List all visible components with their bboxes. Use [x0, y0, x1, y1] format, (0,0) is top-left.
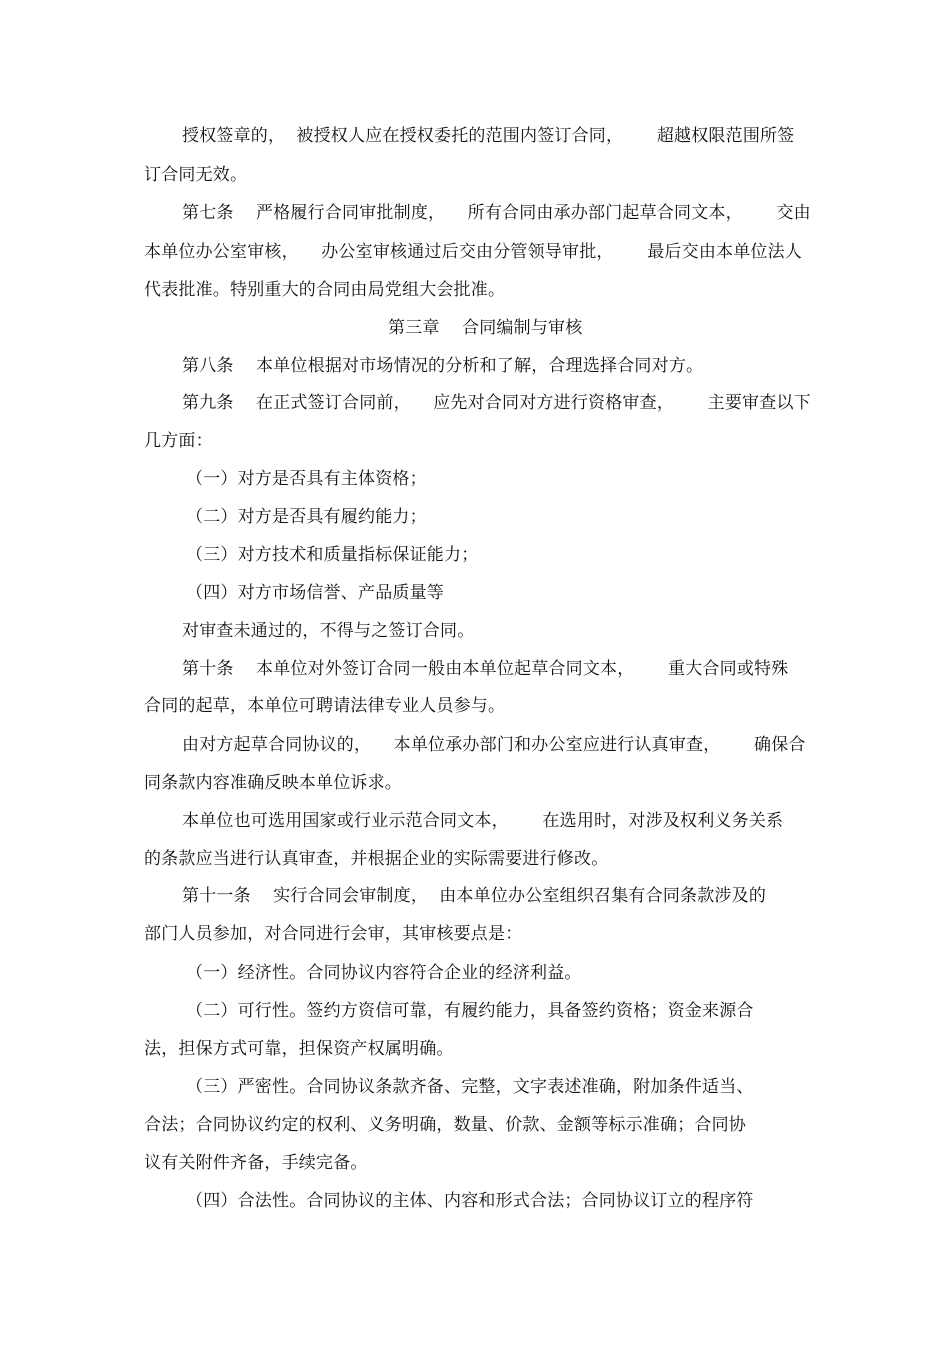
article-11: 第十一条 实行合同会审制度， 由本单位办公室组织召集有合同条款涉及的	[182, 886, 767, 906]
list-item: （一）经济性。合同协议内容符合企业的经济利益。	[186, 963, 582, 983]
article-8: 第八条 本单位根据对市场情况的分析和了解，合理选择合同对方。	[182, 356, 704, 376]
text-line: 本单位也可选用国家或行业示范合同文本， 在选用时，对涉及权利义务关系	[182, 811, 784, 831]
text-line: 本单位办公室审核， 办公室审核通过后交由分管领导审批， 最后交由本单位法人	[144, 242, 803, 262]
article-7: 第七条 严格履行合同审批制度， 所有合同由承办部门起草合同文本， 交由	[182, 203, 811, 223]
text-line: 几方面：	[144, 431, 213, 451]
text-line: 合法；合同协议约定的权利、义务明确，数量、价款、金额等标示准确；合同协	[144, 1115, 746, 1135]
article-10: 第十条 本单位对外签订合同一般由本单位起草合同文本， 重大合同或特殊	[182, 659, 789, 679]
list-item: （三）严密性。合同协议条款齐备、完整，文字表述准确，附加条件适当、	[186, 1077, 754, 1097]
text-line: 同条款内容准确反映本单位诉求。	[144, 773, 402, 793]
text-line: 议有关附件齐备，手续完备。	[144, 1153, 368, 1173]
list-item: （二）对方是否具有履约能力；	[186, 507, 427, 527]
text-line: 订合同无效。	[144, 165, 248, 185]
text-line: 授权签章的， 被授权人应在授权委托的范围内签订合同， 超越权限范围所签	[182, 126, 795, 146]
list-item: （四）合法性。合同协议的主体、内容和形式合法；合同协议订立的程序符	[186, 1191, 754, 1211]
list-item: （一）对方是否具有主体资格；	[186, 469, 427, 489]
text-line: 部门人员参加，对合同进行会审，其审核要点是：	[144, 924, 523, 944]
list-item: （二）可行性。签约方资信可靠，有履约能力，具备签约资格；资金来源合	[186, 1001, 754, 1021]
list-item: （四）对方市场信誉、产品质量等	[186, 583, 444, 603]
chapter-heading: 第三章 合同编制与审核	[388, 318, 583, 338]
text-line: 合同的起草，本单位可聘请法律专业人员参与。	[144, 696, 506, 716]
text-line: 代表批准。特别重大的合同由局党组大会批准。	[144, 280, 506, 300]
list-item: （三）对方技术和质量指标保证能力；	[186, 545, 479, 565]
text-line: 由对方起草合同协议的， 本单位承办部门和办公室应进行认真审查， 确保合	[182, 735, 806, 755]
text-line: 的条款应当进行认真审查，并根据企业的实际需要进行修改。	[144, 849, 609, 869]
article-9: 第九条 在正式签订合同前， 应先对合同对方进行资格审查， 主要审查以下	[182, 393, 811, 413]
text-line: 法，担保方式可靠，担保资产权属明确。	[144, 1039, 454, 1059]
text-line: 对审查未通过的，不得与之签订合同。	[182, 621, 475, 641]
